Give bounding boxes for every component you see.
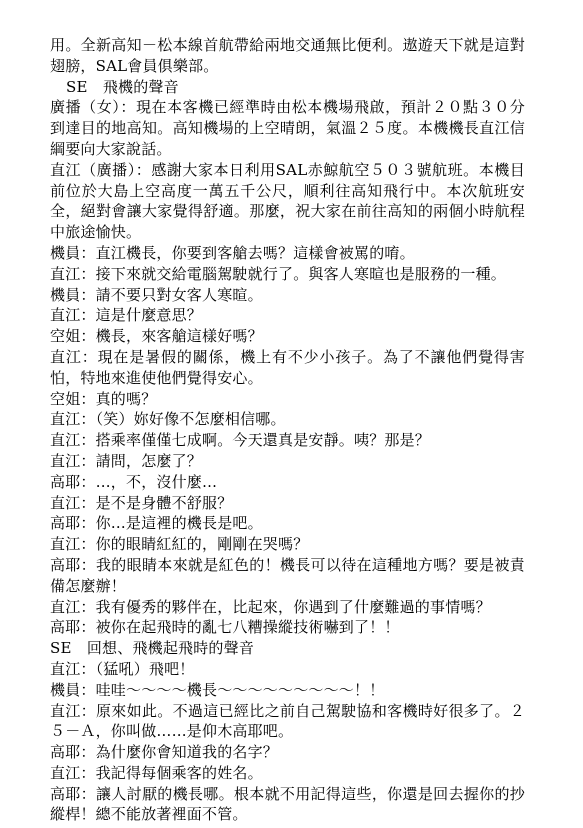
dialogue-line: 高耶：被你在起飛時的亂七八糟操縱技術嚇到了！！: [50, 618, 400, 637]
dialogue-line: 高耶：讓人討厭的機長哪。根本就不用記得這些，你還是回去握你的抄縱桿！總不能放著裡面不管。: [50, 784, 525, 824]
dialogue-line: 直江：你的眼睛紅紅的，剛剛在哭嗎？: [50, 535, 309, 554]
dialogue-line: 直江：接下來就交給電腦駕駛就行了。與客人寒暄也是服務的一種。: [50, 264, 507, 283]
sound-effect-line: SE 飛機的聲音: [66, 77, 179, 96]
dialogue-line: 直江：我記得每個乘客的姓名。: [50, 763, 263, 782]
dialogue-line: 空姐：真的嗎？: [50, 389, 157, 408]
dialogue-line: 直江：這是什麼意思？: [50, 306, 203, 325]
dialogue-line: 高耶：…，不，沒什麼…: [50, 472, 218, 491]
dialogue-line: 廣播（女）：現在本客機已經準時由松本機場飛啟，預計２０點３０分到達目的地高知。高知機場的上空晴朗，氣溫２５度。本機機長直江信綱要向大家說話。: [50, 98, 525, 158]
dialogue-line: 直江（廣播）：感謝大家本日利用SAL赤鯨航空５０３號航班。本機目前位於大島上空高度一萬五千公尺，順利往高知飛行中。本次航班安全，絕對會讓大家覺得舒適。那麼，祝大家在前往高知的兩個小時航程中旅途愉快。: [50, 160, 525, 242]
dialogue-line: 直江：（猛吼）飛吧！: [50, 659, 195, 678]
dialogue-line: 直江：搭乘率僅僅七成啊。今天還真是安靜。咦？那是？: [50, 431, 431, 450]
dialogue-line: 直江：是不是身體不舒服？: [50, 493, 233, 512]
dialogue-line: 機員：哇哇～～～～機長～～～～～～～～～！！: [50, 680, 385, 699]
dialogue-line: 直江：請問，怎麼了？: [50, 451, 203, 470]
dialogue-line: 直江：我有優秀的夥伴在，比起來，你遇到了什麼難過的事情嗎？: [50, 597, 491, 616]
sound-effect-line: SE 回想、飛機起飛時的聲音: [50, 639, 255, 658]
dialogue-line: 高耶：你…是這裡的機長是吧。: [50, 514, 263, 533]
dialogue-line: 空姐：機長，來客艙這樣好嗎？: [50, 327, 263, 346]
dialogue-line: 直江：原來如此。不過這已經比之前自己駕駛協和客機時好很多了。２５－Ａ，你叫做……是仰木高耶吧。: [50, 701, 525, 741]
text-line: 用。全新高知－松本線首航帶給兩地交通無比便利。遨遊天下就是這對翅膀，SAL會員俱樂部。: [50, 36, 525, 75]
dialogue-line: 高耶：為什麼你會知道我的名字？: [50, 743, 279, 762]
dialogue-line: 直江：現在是暑假的關係，機上有不少小孩子。為了不讓他們覺得害怕，特地來進使他們覺得安心。: [50, 347, 525, 387]
script-page: [50, 35, 525, 825]
dialogue-line: 高耶：我的眼睛本來就是紅色的！機長可以待在這種地方嗎？要是被責備怎麼辦！: [50, 555, 525, 595]
dialogue-line: 直江：（笑）妳好像不怎麼相信哪。: [50, 410, 286, 429]
dialogue-line: 機員：請不要只對女客人寒暄。: [50, 285, 263, 304]
dialogue-line: 機員：直江機長，你要到客艙去嗎？這樣會被罵的唷。: [50, 243, 415, 262]
